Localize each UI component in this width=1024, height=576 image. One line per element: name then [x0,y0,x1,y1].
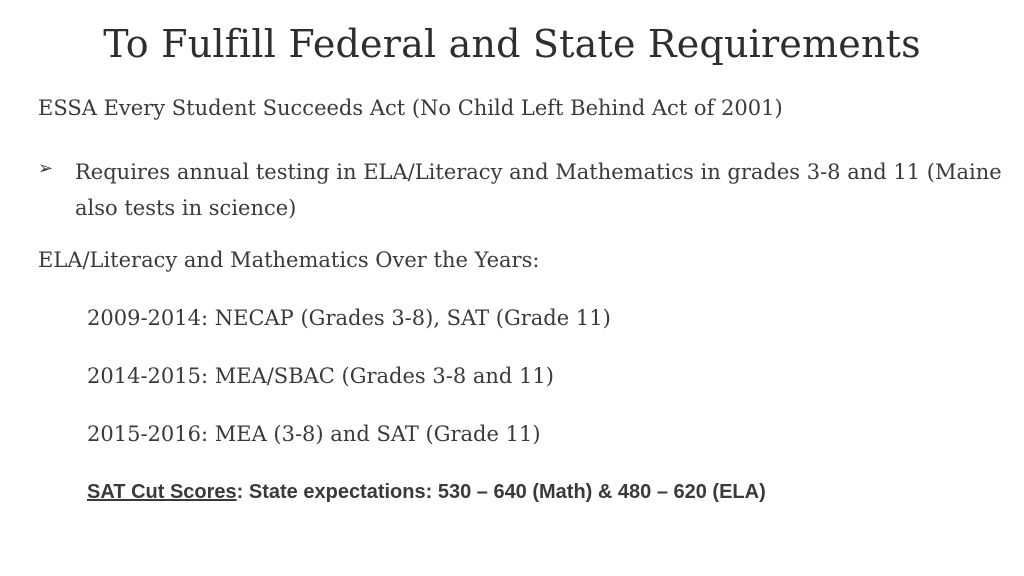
year-line-2014: 2014-2015: MEA/SBAC (Grades 3-8 and 11) [87,364,554,388]
year-line-2015: 2015-2016: MEA (3-8) and SAT (Grade 11) [87,422,541,446]
slide-title: To Fulfill Federal and State Requirements [103,22,921,66]
arrow-bullet-icon: ➢ [38,158,54,179]
over-years-heading: ELA/Literacy and Mathematics Over the Years: [38,248,540,272]
sat-cut-scores-line [87,481,766,504]
year-line-2009: 2009-2014: NECAP (Grades 3-8), SAT (Grade 11) [87,306,611,330]
essa-line: ESSA Every Student Succeeds Act (No Child Left Behind Act of 2001) [38,96,783,120]
sat-cut-scores-text: : State expectations: 530 – 640 (Math) & 480 – 620 (ELA) [236,481,766,503]
bullet-text: Requires annual testing in ELA/Literacy and Mathematics in grades 3-8 and 11 (Maine also tests in science) [75,160,1002,220]
sat-cut-scores-label: SAT Cut Scores [87,481,237,503]
